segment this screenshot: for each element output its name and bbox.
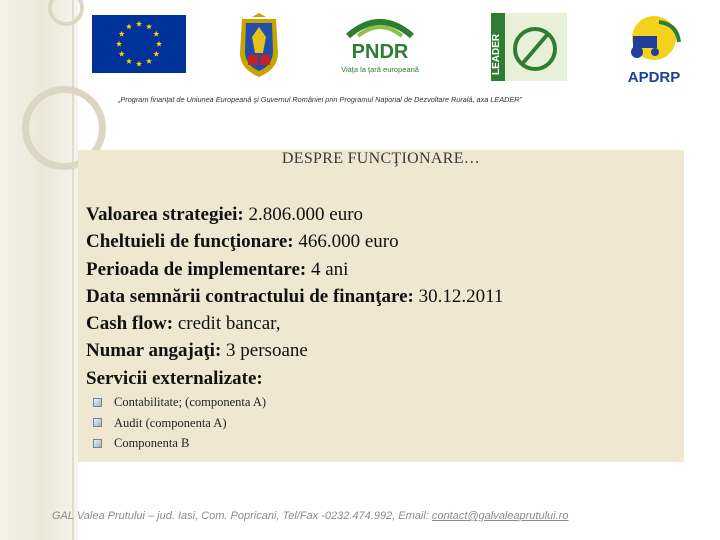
pndr-logo <box>338 14 422 84</box>
leader-logo <box>491 13 567 81</box>
checkbox-bullet-icon <box>93 398 102 407</box>
fact-value: 4 ani <box>306 258 349 280</box>
page-title: DESPRE FUNCŢIONARE… <box>281 150 481 167</box>
fact-label: Cash flow: <box>86 313 174 335</box>
fact-operating-costs <box>86 228 503 255</box>
service-label: Audit (componenta A) <box>114 415 227 430</box>
eu-flag-logo <box>92 15 186 73</box>
fact-label: Servicii externalizate: <box>86 367 263 389</box>
checkbox-bullet-icon <box>93 439 102 448</box>
apdrp-logo <box>619 12 689 86</box>
decorative-divider <box>72 0 74 540</box>
fact-label: Valoarea strategiei: <box>86 204 244 225</box>
apdrp-logo-text: APDRP <box>627 69 681 86</box>
fact-label: Cheltuieli de funcţionare: <box>86 231 294 253</box>
footer-contact <box>52 510 692 522</box>
fact-label: Data semnării contractului de finanţare: <box>86 285 414 307</box>
fact-outsourced-services <box>86 365 503 392</box>
pndr-logo-text: PNDR <box>351 41 409 63</box>
fact-value: credit bancar, <box>173 313 281 335</box>
fact-contract-date <box>86 283 503 310</box>
fact-value: 2.806.000 euro <box>243 204 364 225</box>
list-item <box>93 392 266 413</box>
fact-value: 30.12.2011 <box>413 285 504 307</box>
romania-coat-of-arms-logo <box>232 13 286 79</box>
pndr-tagline: Viaţa la ţară europeană <box>341 65 419 74</box>
facts-list <box>86 201 503 392</box>
fact-cash-flow <box>86 310 503 337</box>
services-list <box>93 392 266 454</box>
fact-employees <box>86 337 503 364</box>
list-item <box>93 413 266 434</box>
fact-value: 466.000 euro <box>293 231 399 253</box>
fact-label: Perioada de implementare: <box>86 258 307 280</box>
checkbox-bullet-icon <box>93 418 102 427</box>
list-item <box>93 433 266 454</box>
fact-implementation-period <box>86 256 503 283</box>
fact-label: Numar angajaţi: <box>86 340 222 362</box>
email-link[interactable]: contact@galvaleaprutului.ro <box>431 510 569 522</box>
decorative-left-band <box>0 0 78 540</box>
footer-text: GAL Valea Prutului – jud. Iasi, Com. Popricani, Tel/Fax -0232.474.992, Email: <box>52 510 429 522</box>
service-label: Contabilitate; (componenta A) <box>114 395 267 409</box>
leader-logo-text: LEADER <box>491 33 502 75</box>
service-label: Componenta B <box>114 436 190 450</box>
program-funding-note: „Program finanţat de Uniunea Europeană şi Guvernul României prin Programul Naţional de Dezvoltare Rurală, axa LEADER” <box>118 95 522 104</box>
fact-strategy-value <box>86 201 503 228</box>
fact-value: 3 persoane <box>221 340 308 362</box>
